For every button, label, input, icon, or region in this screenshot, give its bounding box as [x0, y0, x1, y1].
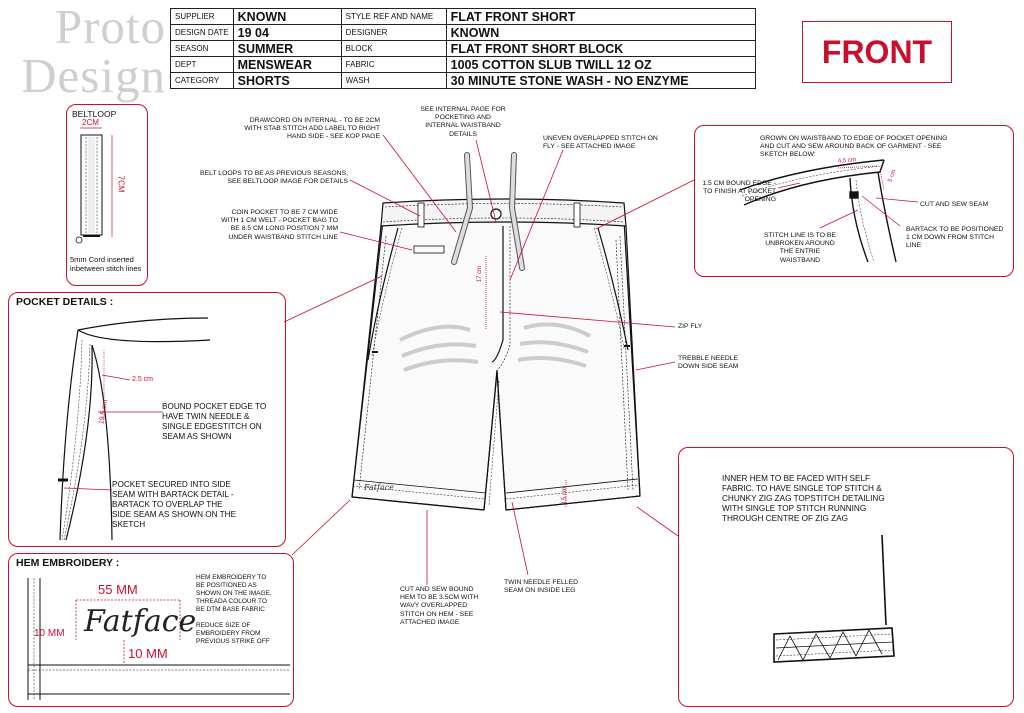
waistband-note-bound: 1.5 CM BOUND EDGE - TO FINISH AT POCKET OPENING [702, 180, 776, 204]
pocket-dim-width: 2.5 cm [132, 376, 154, 383]
pocket-note-edge: BOUND POCKET EDGE TO HAVE TWIN NEEDLE & SINGLE EDGESTITCH ON SEAM AS SHOWN [162, 402, 267, 441]
beltloop-note: 5mm Cord inserted inbetween stitch lines [70, 255, 142, 273]
callout-internal-page: SEE INTERNAL PAGE FOR POCKETING AND INTERNAL WAISTBAND DETAILS [420, 106, 506, 138]
callout-drawcord: DRAWCORD ON INTERNAL - TO BE 2CM WITH STAB STITCH ADD LABEL TO RIGHT HAND SIDE - SEE KOP PAGE [244, 117, 380, 141]
waistband-note-cut-sew: CUT AND SEW SEAM [920, 201, 989, 208]
block-label: BLOCK [341, 41, 446, 57]
fabric-value: 1005 COTTON SLUB TWILL 12 OZ [446, 57, 755, 73]
beltloop-width: 2CM [82, 118, 99, 127]
view-label: FRONT [802, 21, 952, 83]
block-value: FLAT FRONT SHORT BLOCK [446, 41, 755, 57]
pocket-note-bartack: POCKET SECURED INTO SIDE SEAM WITH BARTACK DETAIL - BARTACK TO OVERLAP THE SIDE SEAM AS SHOWN ON THE SKETCH [112, 480, 237, 529]
hem-embroidery-title: HEM EMBROIDERY : [16, 557, 120, 569]
season-label: SEASON [171, 41, 234, 57]
pocket-dim-length: 19.5 cm [98, 399, 110, 425]
style-label: STYLE REF AND NAME [341, 9, 446, 25]
beltloop-length: 7CM [116, 175, 126, 193]
fly-length-dim: 17 cm [477, 265, 484, 283]
beltloop-title: BELTLOOP [72, 109, 117, 119]
fatface-embroidery-logo: Fatface [84, 604, 197, 639]
dept-label: DEPT [171, 57, 234, 73]
callout-twin-needle: TWIN NEEDLE FELLED SEAM ON INSIDE LEG [504, 579, 579, 595]
date-label: DESIGN DATE [171, 25, 234, 41]
callout-coin-pocket: COIN POCKET TO BE 7 CM WIDE WITH 1 CM WELT - POCKET BAG TO BE 8.5 CM LONG POSITION 7 MM UNDER WAISTBAND STITCH LINE [221, 209, 338, 241]
wash-label: WASH [341, 73, 446, 89]
designer-value: KNOWN [446, 25, 755, 41]
callout-cut-sew-hem: CUT AND SEW BOUND HEM TO BE 3.5CM WITH WAVY OVERLAPPED STITCH ON HEM - SEE ATTACHED IMAGE [400, 586, 479, 626]
dept-value: MENSWEAR [233, 57, 341, 73]
season-value: SUMMER [233, 41, 341, 57]
fabric-label: FABRIC [341, 57, 446, 73]
emb-note-size: REDUCE SIZE OF EMBROIDERY FROM PREVIOUS STRIKE OFF [196, 622, 270, 645]
emb-note-position: HEM EMBROIDERY TO BE POSITIONED AS SHOWN ON THE IMAGE, THREADA COLOUR TO BE DTM BASE FABRIC [196, 574, 272, 613]
svg-text:Fatface: Fatface [364, 483, 394, 492]
shorts-sketch [352, 155, 640, 510]
waistband-note-stitch-line: STITCH LINE IS TO BE UNBROKEN AROUND THE ENTRIE WAISTBAND [764, 232, 836, 264]
callout-trebble-needle: TREBBLE NEEDLE DOWN SIDE SEAM [678, 355, 739, 371]
style-value: FLAT FRONT SHORT [446, 9, 755, 25]
supplier-value: KNOWN [233, 9, 341, 25]
callout-uneven-stitch: UNEVEN OVERLAPPED STITCH ON FLY - SEE ATTACHED IMAGE [543, 135, 658, 151]
logo-line-1: Proto [54, 0, 166, 54]
callout-belt-loops: BELT LOOPS TO BE AS PREVIOUS SEASONS, SEE BELTLOOP IMAGE FOR DETAILS [200, 170, 348, 186]
wash-value: 30 MINUTE STONE WASH - NO ENZYME [446, 73, 755, 89]
supplier-label: SUPPLIER [171, 9, 234, 25]
waistband-note-top: GROWN ON WAISTBAND TO EDGE OF POCKET OPENING AND CUT AND SEW AROUND BACK OF GARMENT - SEE SKETCH BELOW: [760, 135, 948, 159]
emb-width: 55 MM [98, 582, 138, 597]
category-value: SHORTS [233, 73, 341, 89]
hem-length-dim: 3.5 cm [561, 487, 568, 506]
callout-zip-fly: ZIP FLY [678, 323, 703, 330]
emb-height: 10 MM [34, 628, 65, 639]
inner-hem-sketch [774, 535, 894, 662]
designer-label: DESIGNER [341, 25, 446, 41]
logo-line-2: Design [21, 48, 166, 103]
waistband-note-bartack: BARTACK TO BE POSITIONED 1 CM DOWN FROM STITCH LINE [906, 226, 1004, 250]
date-value: 19 04 [233, 25, 341, 41]
inner-hem-note: INNER HEM TO BE FACED WITH SELF FABRIC. TO HAVE SINGLE TOP STITCH & CHUNKY ZIG ZAG TOPSTITCH DETAILING WITH SINGLE TOP STITCH RUNNING THROUGH CENTRE OF ZIG ZAG [722, 474, 885, 523]
pocket-details-title: POCKET DETAILS : [16, 296, 114, 308]
beltloop-sketch [76, 128, 112, 243]
category-label: CATEGORY [171, 73, 234, 89]
emb-offset: 10 MM [128, 646, 168, 661]
waistband-dim-1: 4.5 cm [837, 157, 857, 165]
waistband-dim-2: 5 cm [887, 168, 898, 184]
